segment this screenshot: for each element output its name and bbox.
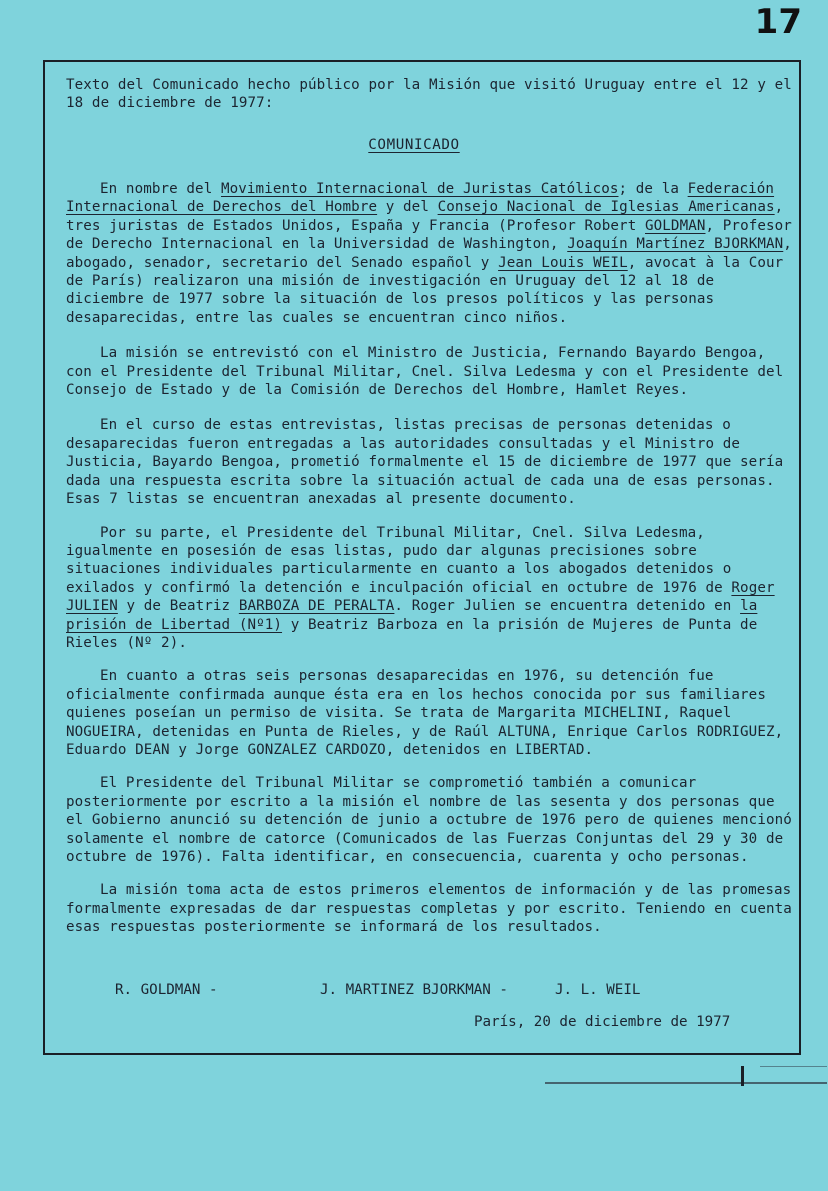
scan-artifact-line-secondary <box>760 1066 827 1067</box>
paragraph-7: La misión toma acta de estos primeros elementos de información y de las promesas formalmente expresadas de dar respuestas completas y por escrito. Teniendo en cuenta esas respuestas posteriormente se informará de los resultados. <box>66 882 792 936</box>
page-number: 17 <box>754 2 802 42</box>
name-barboza: BARBOZA DE PERALTA <box>238 598 395 615</box>
document-title-text: COMUNICADO <box>368 137 460 153</box>
paragraph-2: La misión se entrevistó con el Ministro de Justicia, Fernando Bayardo Bengoa, con el Presidente del Tribunal Militar, Cnel. Silva Ledesma y con el Presidente del Consejo de Estado y de la Comisión de Derechos del Hombre, Hamlet Reyes. <box>66 345 784 399</box>
p1-text-f: , abogado, senador, secretario del Senado español y <box>66 236 792 271</box>
place-libertad: la prisión de Libertad (Nº1) <box>66 598 758 633</box>
p1-text-b: ; de la <box>618 181 688 197</box>
communique-body <box>66 180 792 954</box>
name-weil: Jean Louis WEIL <box>498 254 628 271</box>
p1-text-g: , avocat à la Cour de París) realizaron una misión de investigación en Uruguay del 12 al 18 de diciembre de 1977 sobre la situación de los presos políticos y las personas desaparecidas, entre las cuales se encuentran cinco niños. <box>66 254 784 326</box>
scan-artifact-line <box>545 1082 827 1084</box>
p1-text-a: En nombre del <box>100 181 221 197</box>
p4-text-b: y de Beatriz <box>117 598 239 615</box>
org-consejo-iglesias: Consejo Nacional de Iglesias Americanas <box>437 199 775 216</box>
paragraph-5: En cuanto a otras seis personas desaparecidas en 1976, su detención fue oficialmente confirmada aunque ésta era en los hechos conocida por sus familiares quienes poseían un permiso de visita. Se trata de Margarita MICHELINI, Raquel NOGUEIRA, detenidas en Punta de Rieles, y de Raúl ALTUNA, Enrique Carlos RODRIGUEZ, Eduardo DEAN y Jorge GONZALEZ CARDOZO, detenidos en LIBERTAD. <box>66 668 784 758</box>
signature-weil: J. L. WEIL <box>555 982 641 998</box>
org-juristas-catolicos: Movimiento Internacional de Juristas Católicos <box>220 181 619 197</box>
paragraph-3: En el curso de estas entrevistas, listas precisas de personas detenidas o desaparecidas fueron entregadas a las autoridades consultadas y el Ministro de Justicia, Bayardo Bengoa, prometió formalmente el 15 de diciembre de 1977 que sería dada una respuesta escrita sobre la situación actual de cada una de esas personas. Esas 7 listas se encuentran anexadas al presente documento. <box>66 417 784 508</box>
name-bjorkman: Joaquín Martínez BJORKMAN <box>567 236 784 253</box>
scan-artifact-mark <box>741 1066 744 1086</box>
signature-goldman: R. GOLDMAN - <box>115 982 218 998</box>
p1-text-d: , tres juristas de Estados Unidos, España y Francia (Profesor Robert <box>66 199 784 234</box>
paragraph-6: El Presidente del Tribunal Militar se comprometió también a comunicar posteriormente por escrito a la misión el nombre de las sesenta y dos personas que el Gobierno anunció su detención de junio a octubre de 1976 pero de quienes mencionó solamente el nombre de catorce (Comunicados de las Fuerzas Conjuntas del 29 y 30 de octubre de 1976). Falta identificar, en consecuencia, cuarenta y ocho personas. <box>66 775 792 865</box>
p1-text-c: y del <box>377 199 438 216</box>
signature-row <box>0 982 828 1002</box>
name-julien: Roger JULIEN <box>66 579 775 615</box>
dateline: París, 20 de diciembre de 1977 <box>474 1014 731 1030</box>
p4-text-a: Por su parte, el Presidente del Tribunal Militar, Cnel. Silva Ledesma, igualmente en posesión de esas listas, pudo dar algunas precisiones sobre situaciones individuales particularmente en cuanto a los abogados detenidos o exilados y confirmó la detención e inculpación oficial en octubre de 1976 de <box>66 524 732 596</box>
org-federacion-derechos: Federación Internacional de Derechos del Hombre <box>66 181 775 216</box>
p4-text-c: . Roger Julien se encuentra detenido en <box>394 598 741 615</box>
signature-bjorkman: J. MARTINEZ BJORKMAN - <box>320 982 508 998</box>
document-title <box>0 137 828 153</box>
intro-text: Texto del Comunicado hecho público por la Misión que visitó Uruguay entre el 12 y el 18 de diciembre de 1977: <box>66 77 792 112</box>
paragraph-1 <box>66 180 792 327</box>
paragraph-4 <box>66 524 792 653</box>
p4-text-d: y Beatriz Barboza en la prisión de Mujeres de Punta de Rieles (Nº 2). <box>66 616 758 651</box>
name-goldman: GOLDMAN <box>645 217 706 234</box>
p1-text-e: , Profesor de Derecho Internacional en la Universidad de Washington, <box>66 217 792 253</box>
